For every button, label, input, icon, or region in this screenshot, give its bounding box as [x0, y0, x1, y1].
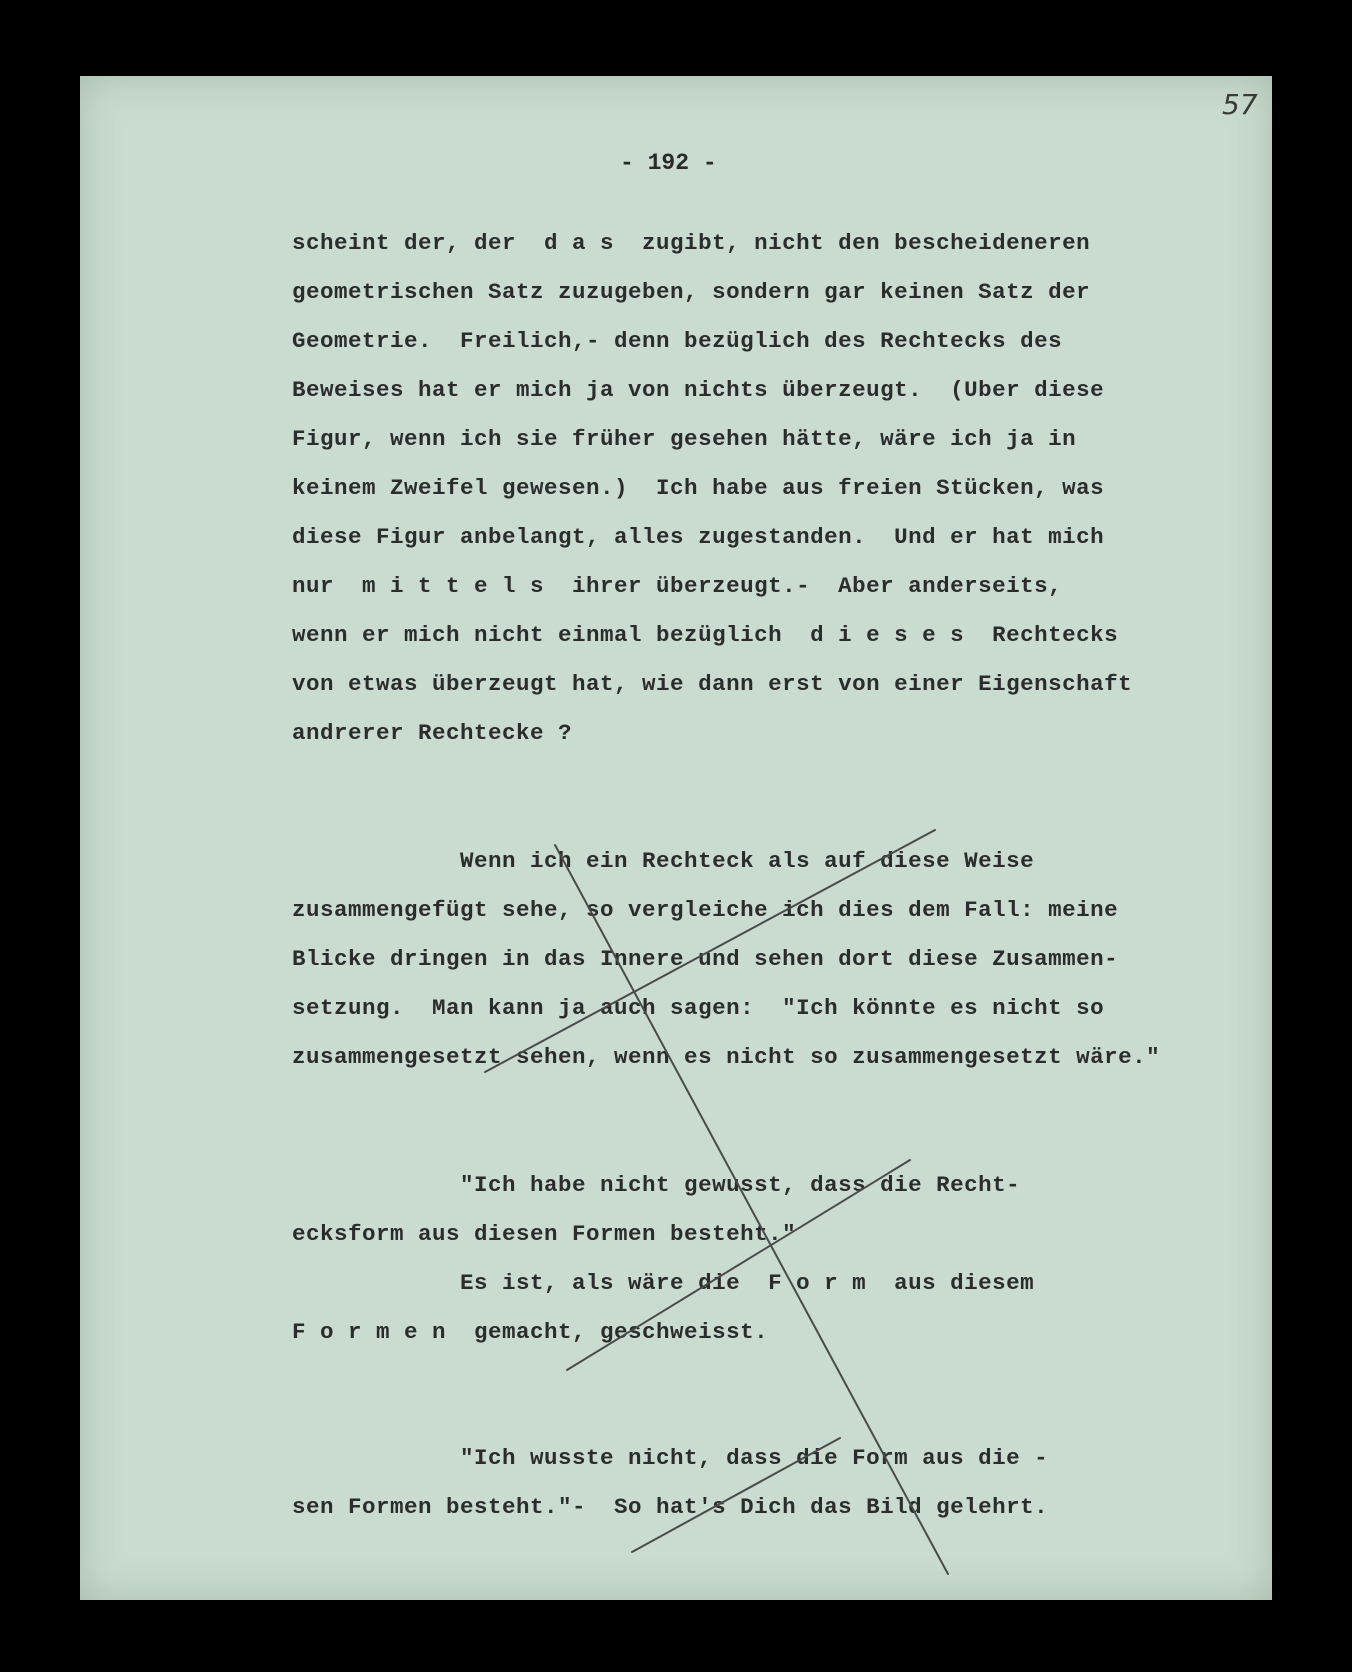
text-line: wenn er mich nicht einmal bezüglich d i e s e s Rechtecks — [292, 622, 1119, 648]
text-line: "Ich wusste nicht, dass die Form aus die - — [292, 1445, 1049, 1471]
text-line: nur m i t t e l s ihrer überzeugt.- Aber anderseits, — [292, 573, 1063, 599]
strike-line — [555, 845, 948, 1574]
text-line: Es ist, als wäre die F o r m aus diesem — [292, 1270, 1035, 1296]
page-number: - 192 - — [620, 150, 717, 176]
text-line: ecksform aus diesen Formen besteht." — [292, 1221, 797, 1247]
text-line: diese Figur anbelangt, alles zugestanden. Und er hat mich — [292, 524, 1105, 550]
text-line: andrerer Rechtecke ? — [292, 720, 573, 746]
text-line: Blicke dringen in das Innere und sehen dort diese Zusammen- — [292, 946, 1119, 972]
text-line: Figur, wenn ich sie früher gesehen hätte, wäre ich ja in — [292, 426, 1077, 452]
text-line: Beweises hat er mich ja von nichts überzeugt. (Uber diese — [292, 377, 1105, 403]
text-line: zusammengefügt sehe, so vergleiche ich dies dem Fall: meine — [292, 897, 1119, 923]
strike-line — [567, 1160, 910, 1370]
strike-line — [632, 1438, 840, 1552]
text-line: scheint der, der d a s zugibt, nicht den bescheideneren — [292, 230, 1091, 256]
text-line: zusammengesetzt sehen, wenn es nicht so zusammengesetzt wäre." — [292, 1044, 1161, 1070]
text-line: von etwas überzeugt hat, wie dann erst von einer Eigenschaft — [292, 671, 1133, 697]
text-line: Geometrie. Freilich,- denn bezüglich des Rechtecks des — [292, 328, 1063, 354]
text-line: F o r m e n gemacht, geschweisst. — [292, 1319, 769, 1345]
text-line: keinem Zweifel gewesen.) Ich habe aus freien Stücken, was — [292, 475, 1105, 501]
text-line: setzung. Man kann ja auch sagen: "Ich könnte es nicht so — [292, 995, 1105, 1021]
text-line: Wenn ich ein Rechteck als auf diese Weise — [292, 848, 1035, 874]
folio-number: 57 — [1222, 88, 1258, 121]
text-line: "Ich habe nicht gewusst, dass die Recht- — [292, 1172, 1021, 1198]
strike-line — [485, 830, 935, 1072]
text-line: geometrischen Satz zuzugeben, sondern gar keinen Satz der — [292, 279, 1091, 305]
text-line: sen Formen besteht."- So hat's Dich das Bild gelehrt. — [292, 1494, 1049, 1520]
